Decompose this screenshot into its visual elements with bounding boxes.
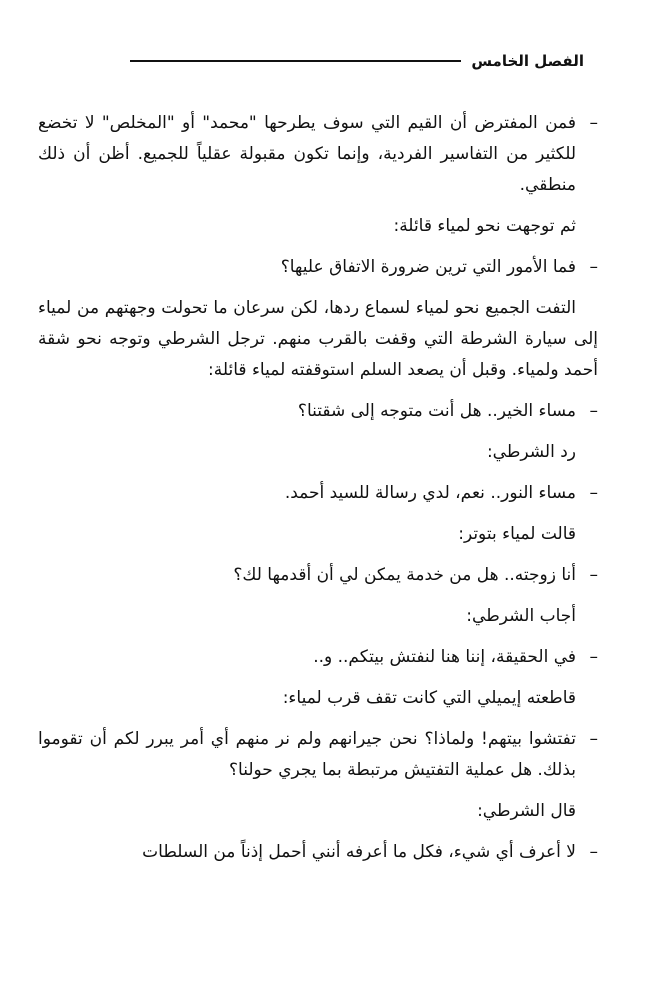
dialogue-line xyxy=(38,396,598,427)
dialogue-line xyxy=(38,252,598,283)
paragraph-text: فمن المفترض أن القيم التي سوف يطرحها "محمد" أو "المخلص" لا تخضع للكثير من التفاسير الفردية، وإنما تكون مقبولة عقلياً للجميع. أظن أن ذلك منطقي. xyxy=(38,113,576,195)
paragraph-text: في الحقيقة، إننا هنا لنفتش بيتكم.. و.. xyxy=(313,647,576,667)
dialogue-dash: – xyxy=(589,842,598,862)
paragraph-text: فما الأمور التي ترين ضرورة الاتفاق عليها؟ xyxy=(280,257,576,277)
narrative-paragraph: التفت الجميع نحو لمياء لسماع ردها، لكن سرعان ما تحولت وجهتهم من لمياء إلى سيارة الشرطة التي وقفت بالقرب منهم. ترجل الشرطي وتوجه نحو شقة أحمد ولمياء. وقبل أن يصعد السلم استوقفته لمياء قائلة: xyxy=(38,298,598,380)
paragraph-text: مساء الخير.. هل أنت متوجه إلى شقتنا؟ xyxy=(297,401,576,421)
dialogue-dash: – xyxy=(589,647,598,667)
paragraph-text: لا أعرف أي شيء، فكل ما أعرفه أنني أحمل إذناً من السلطات xyxy=(142,842,576,862)
dialogue-line xyxy=(38,108,598,201)
chapter-title: الفصل الخامس xyxy=(471,52,584,70)
speaker-line: قالت لمياء بتوتر: xyxy=(458,524,576,544)
dialogue-dash: – xyxy=(589,401,598,421)
speaker-line: قاطعته إيميلي التي كانت تقف قرب لمياء: xyxy=(282,688,576,708)
speaker-line: قال الشرطي: xyxy=(477,801,576,821)
dialogue-line xyxy=(38,478,598,509)
dialogue-line xyxy=(38,724,598,786)
dialogue-dash: – xyxy=(589,729,598,749)
paragraph-text: مساء النور.. نعم، لدي رسالة للسيد أحمد. xyxy=(284,483,576,503)
paragraph-text: تفتشوا بيتهم! ولماذا؟ نحن جيرانهم ولم نر منهم أي أمر يبرر لكم أن تقوموا بذلك. هل عملية التفتيش مرتبطة بما يجري حولنا؟ xyxy=(38,729,576,780)
header-rule xyxy=(130,60,461,62)
dialogue-line xyxy=(38,560,598,591)
dialogue-dash: – xyxy=(589,257,598,277)
dialogue-line xyxy=(38,837,598,868)
page-header xyxy=(130,52,584,70)
dialogue-dash: – xyxy=(589,565,598,585)
speaker-line: ثم توجهت نحو لمياء قائلة: xyxy=(393,216,576,236)
speaker-line: أجاب الشرطي: xyxy=(466,606,576,626)
page-body xyxy=(38,108,598,878)
paragraph-text: أنا زوجته.. هل من خدمة يمكن لي أن أقدمها لك؟ xyxy=(233,565,576,585)
dialogue-dash: – xyxy=(589,483,598,503)
speaker-line: رد الشرطي: xyxy=(486,442,576,462)
dialogue-dash: – xyxy=(589,113,598,133)
dialogue-line xyxy=(38,642,598,673)
